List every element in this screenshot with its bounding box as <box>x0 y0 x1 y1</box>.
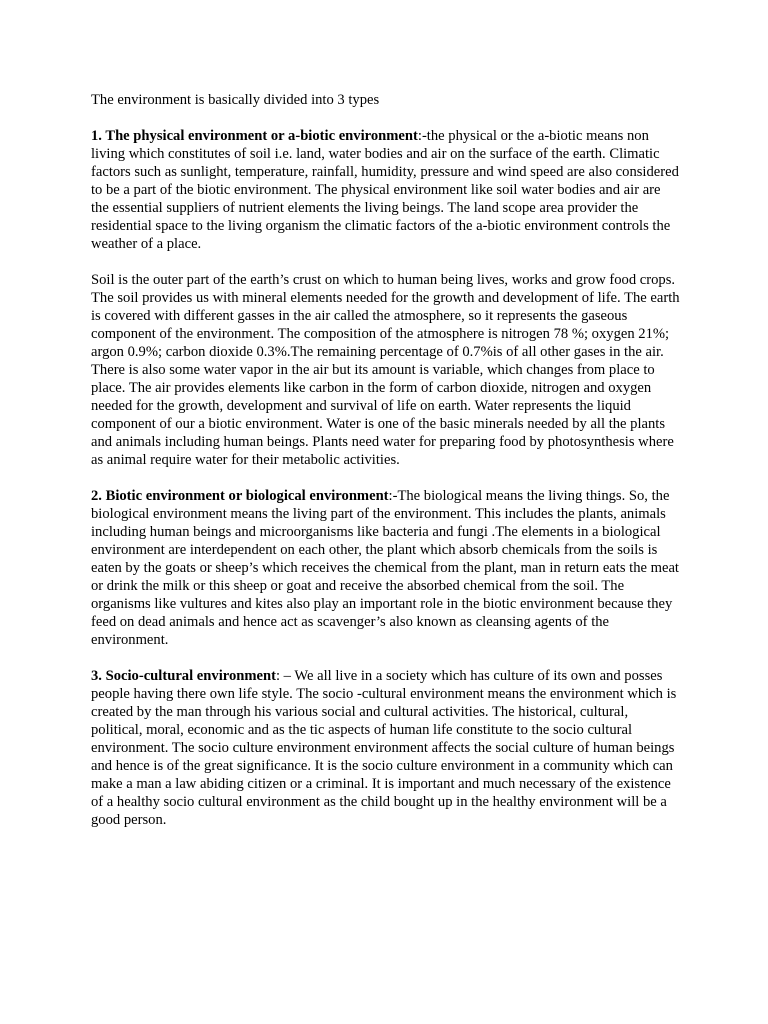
section-biotic-heading: 2. Biotic environment or biological environment <box>91 488 389 504</box>
section-biotic-paragraph <box>91 487 681 649</box>
section-physical-heading: 1. The physical environment or a-biotic environment <box>91 128 418 144</box>
section-biotic-body: :-The biological means the living things. So, the biological environment means the living part of the environment. This includes the plants, animals including human beings and microorganisms like bacteria and fungi .The elements in a biological environment are interdependent on each other, the plant which absorb chemicals from the soils is eaten by the goats or sheep’s which receives the chemical from the plant, man in return eats the meat or drink the milk or this sheep or goat and receive the absorbed chemical from the soil. The organisms like vultures and kites also play an important role in the biotic environment because they feed on dead animals and hence act as scavenger’s also known as cleansing agents of the environment. <box>91 488 679 648</box>
section-physical-body-1: :-the physical or the a-biotic means non living which constitutes of soil i.e. land, water bodies and air on the surface of the earth. Climatic factors such as sunlight, temperature, rainfall, humidity, pressure and wind speed are also considered to be a part of the biotic environment. The physical environment like soil water bodies and air are the essential suppliers of nutrient elements the living beings. The land scope area provider the residential space to the living organism the climatic factors of the a-biotic environment controls the weather of a place. <box>91 128 679 252</box>
section-socio-cultural-paragraph <box>91 667 681 829</box>
intro-text: The environment is basically divided into 3 types <box>91 92 380 108</box>
section-socio-cultural-heading: 3. Socio-cultural environment <box>91 668 276 684</box>
section-physical-paragraph-1 <box>91 127 681 253</box>
section-physical-paragraph-2: Soil is the outer part of the earth’s crust on which to human being lives, works and grow food crops. The soil provides us with mineral elements needed for the growth and development of life. The earth is covered with different gasses in the air called the atmosphere, so it represents the gaseous component of the environment. The composition of the atmosphere is nitrogen 78 %; oxygen 21%; argon 0.9%; carbon dioxide 0.3%.The remaining percentage of 0.7%is of all other gases in the air. There is also some water vapor in the air but its amount is variable, which changes from place to place. The air provides elements like carbon in the form of carbon dioxide, nitrogen and oxygen needed for the growth, development and survival of life on earth. Water represents the liquid component of our a biotic environment. Water is one of the basic minerals needed by all the plants and animals including human beings. Plants need water for preparing food by photosynthesis where as animal require water for their metabolic activities. <box>91 272 680 468</box>
section-socio-cultural-body: : – We all live in a society which has culture of its own and posses people having there own life style. The socio -cultural environment means the environment which is created by the man through his various social and cultural activities. The historical, cultural, political, moral, economic and as the tic aspects of human life constitute to the socio cultural environment. The socio culture environment environment affects the social culture of human beings and hence is of the great significance. It is the socio culture environment in a community which can make a man a law abiding citizen or a criminal. It is important and much necessary of the existence of a healthy socio cultural environment as the child bought up in the healthy environment will be a good person. <box>91 668 677 828</box>
